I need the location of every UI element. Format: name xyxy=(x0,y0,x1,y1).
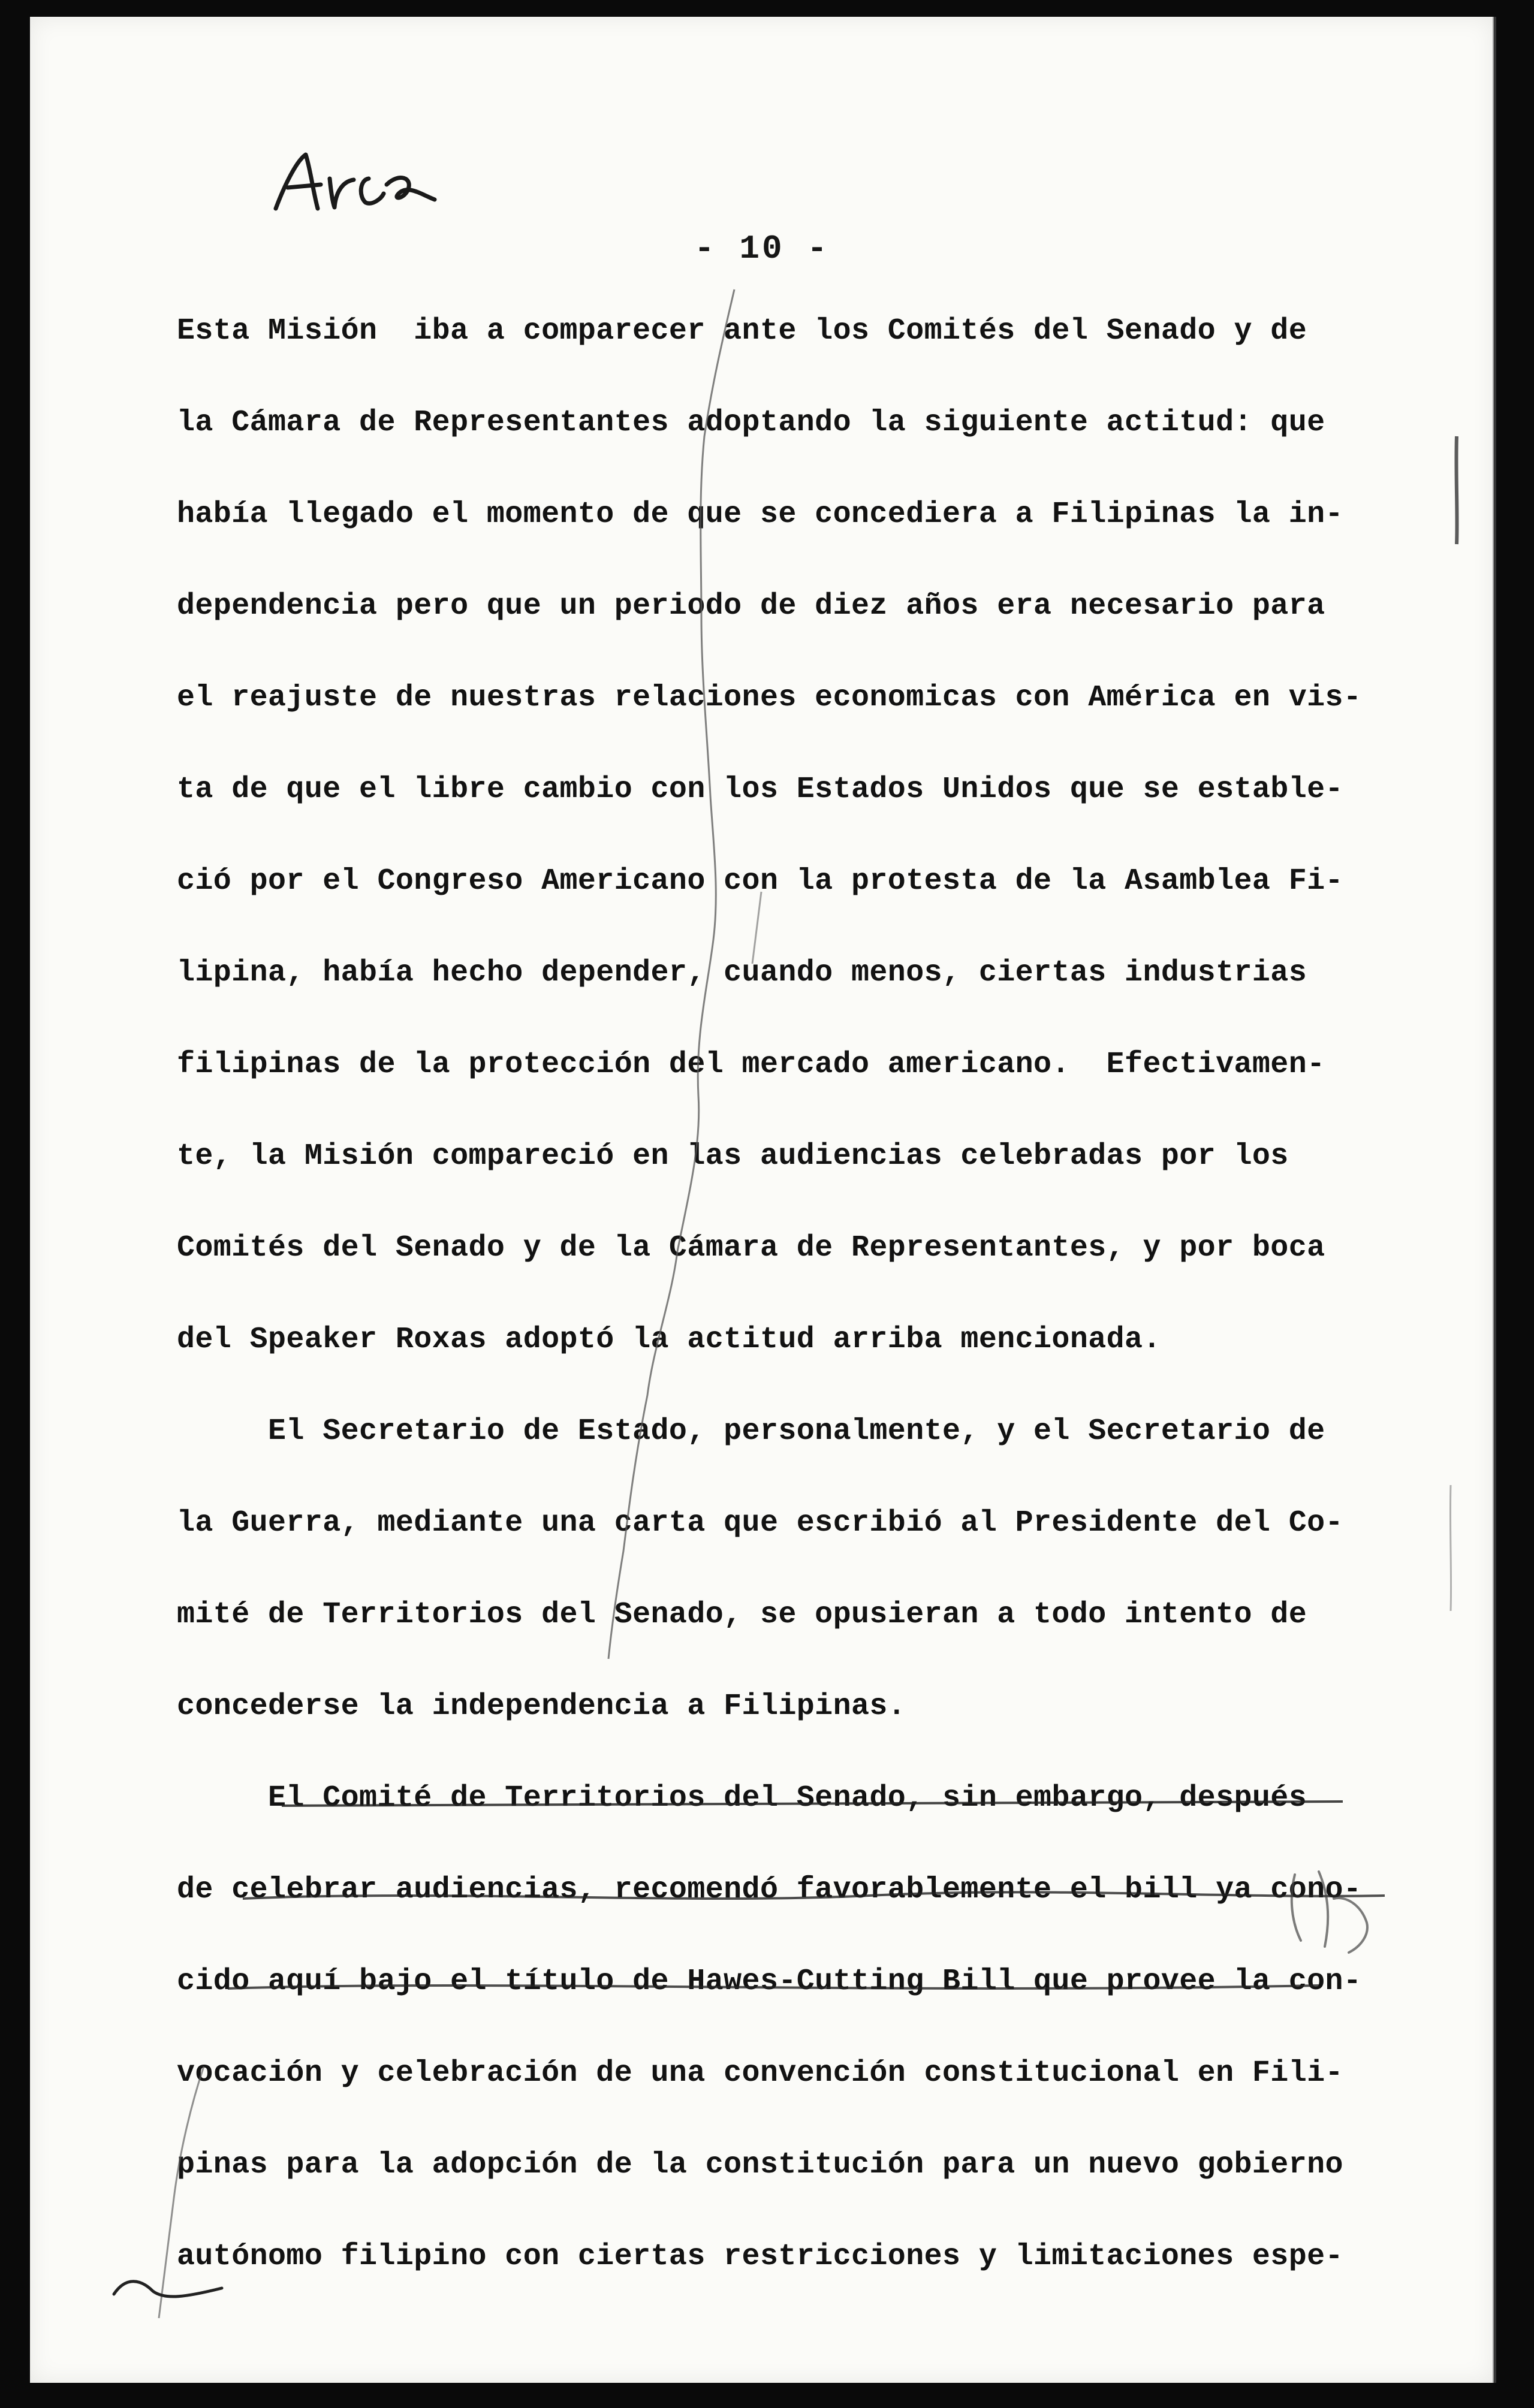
text-line-19: cido aquí bajo el título de Hawes-Cutting Bill que provee la con- xyxy=(177,1965,1362,1999)
text-line-5: el reajuste de nuestras relaciones economicas con América en vis- xyxy=(177,681,1362,715)
text-line-20: vocación y celebración de una convención constitucional en Fili- xyxy=(177,2056,1343,2090)
document-page xyxy=(30,17,1494,2383)
text-line-18: de celebrar audiencias, recomendó favorablemente el bill ya cono- xyxy=(177,1873,1362,1907)
text-line-11: Comités del Senado y de la Cámara de Representantes, y por boca xyxy=(177,1231,1325,1265)
text-line-10: te, la Misión compareció en las audiencias celebradas por los xyxy=(177,1139,1289,1173)
text-line-2: la Cámara de Representantes adoptando la siguiente actitud: que xyxy=(177,406,1325,440)
marginal-pencil-note xyxy=(1277,1863,1379,1965)
text-line-17: El Comité de Territorios del Senado, sin embargo, después xyxy=(177,1781,1307,1815)
text-line-3: había llegado el momento de que se concediera a Filipinas la in- xyxy=(177,497,1343,532)
pencil-squiggle xyxy=(108,2264,228,2306)
text-line-6: ta de que el libre cambio con los Estados Unidos que se estable- xyxy=(177,773,1343,807)
text-line-21: pinas para la adopción de la constitución para un nuevo gobierno xyxy=(177,2148,1343,2182)
text-line-4: dependencia pero que un periodo de diez años era necesario para xyxy=(177,589,1325,623)
pencil-markings xyxy=(30,17,1494,2383)
text-line-16: concederse la independencia a Filipinas. xyxy=(177,1689,906,1724)
text-line-1: Esta Misión iba a comparecer ante los Comités del Senado y de xyxy=(177,314,1307,348)
text-line-13: El Secretario de Estado, personalmente, y el Secretario de xyxy=(177,1414,1325,1449)
text-line-12: del Speaker Roxas adoptó la actitud arriba mencionada. xyxy=(177,1323,1161,1357)
page-edge-shadow xyxy=(1493,17,1496,2383)
text-line-7: ció por el Congreso Americano con la protesta de la Asamblea Fi- xyxy=(177,864,1343,898)
handwritten-annotation xyxy=(264,137,444,233)
text-line-15: mité de Territorios del Senado, se opusieran a todo intento de xyxy=(177,1598,1307,1632)
text-line-8: lipina, había hecho depender, cuando menos, ciertas industrias xyxy=(177,956,1307,990)
text-line-14: la Guerra, mediante una carta que escribió al Presidente del Co- xyxy=(177,1506,1343,1540)
page-number: - 10 - xyxy=(694,230,830,268)
text-line-9: filipinas de la protección del mercado americano. Efectivamen- xyxy=(177,1048,1325,1082)
text-line-22: autónomo filipino con ciertas restricciones y limitaciones espe- xyxy=(177,2240,1343,2274)
